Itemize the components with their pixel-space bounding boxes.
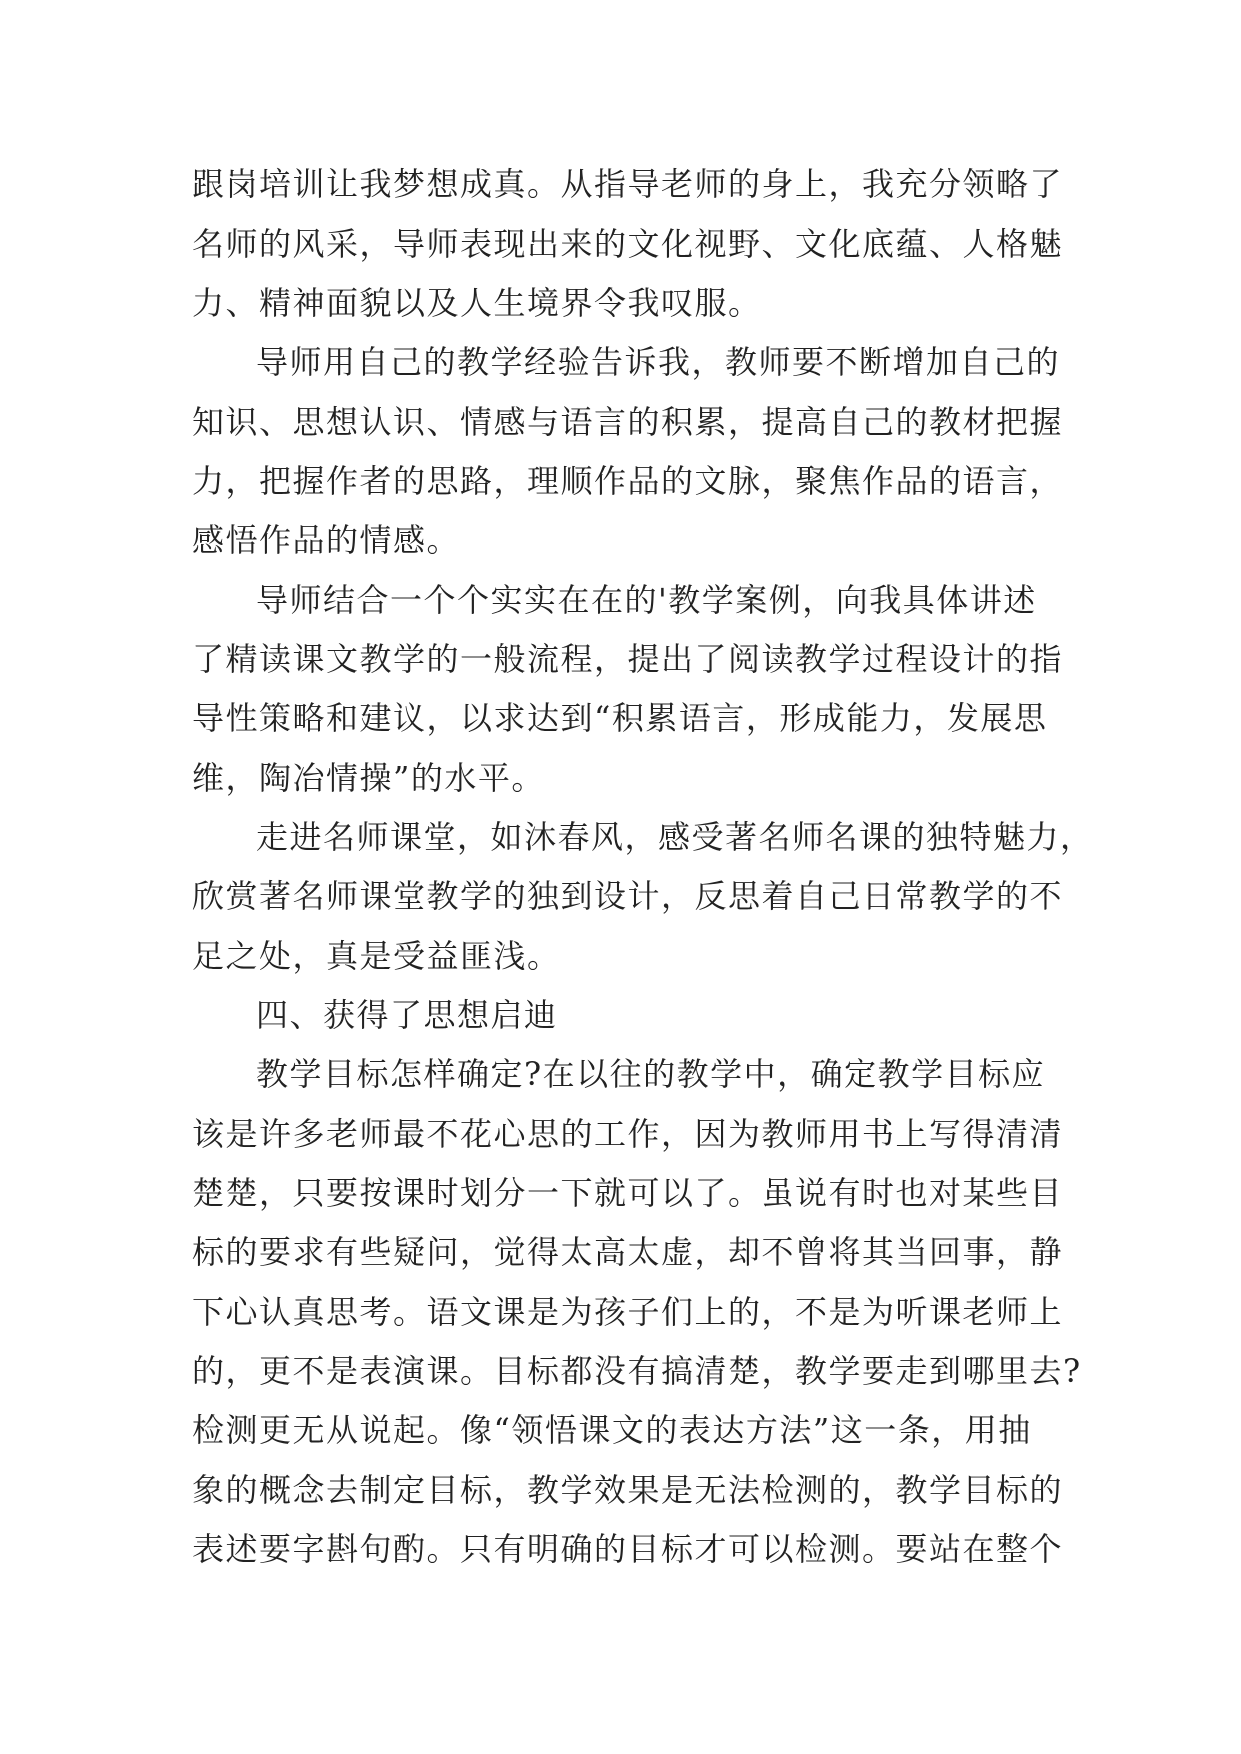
text-line: 下心认真思考。语文课是为孩子们上的，不是为听课老师上 xyxy=(192,1293,1064,1331)
text-line: 检测更无从说起。像“领悟课文的表达方法”这一条，用抽 xyxy=(192,1411,1032,1449)
text-line: 欣赏著名师课堂教学的独到设计，反思着自己日常教学的不 xyxy=(192,877,1064,915)
text-line: 导师结合一个个实实在在的'教学案例，向我具体讲述 xyxy=(256,581,1037,619)
text-line: 感悟作品的情感。 xyxy=(192,521,461,559)
text-line: 该是许多老师最不花心思的工作，因为教师用书上写得清清 xyxy=(192,1115,1064,1153)
text-line: 导性策略和建议，以求达到“积累语言，形成能力，发展思 xyxy=(192,699,1048,737)
text-line: 维，陶冶情操”的水平。 xyxy=(192,759,545,797)
text-line: 楚楚，只要按课时划分一下就可以了。虽说有时也对某些目 xyxy=(192,1174,1064,1212)
text-line: 表述要字斟句酌。只有明确的目标才可以检测。要站在整个 xyxy=(192,1530,1064,1568)
text-line: 名师的风采，导师表现出来的文化视野、文化底蕴、人格魅 xyxy=(192,225,1064,263)
text-line: 了精读课文教学的一般流程，提出了阅读教学过程设计的指 xyxy=(192,640,1064,678)
text-line: 走进名师课堂，如沐春风，感受著名师名课的独特魅力， xyxy=(256,818,1094,856)
text-line: 导师用自己的教学经验告诉我，教师要不断增加自己的 xyxy=(256,343,1061,381)
text-line: 足之处，真是受益匪浅。 xyxy=(192,937,561,975)
text-line: 力，把握作者的思路，理顺作品的文脉，聚焦作品的语言， xyxy=(192,462,1064,500)
text-line: 跟岗培训让我梦想成真。从指导老师的身上，我充分领略了 xyxy=(192,165,1064,203)
text-line: 力、精神面貌以及人生境界令我叹服。 xyxy=(192,284,762,322)
text-line: 教学目标怎样确定?在以往的教学中，确定教学目标应 xyxy=(256,1055,1046,1093)
text-line: 知识、思想认识、情感与语言的积累，提高自己的教材把握 xyxy=(192,403,1064,441)
section-heading: 四、获得了思想启迪 xyxy=(256,996,558,1034)
text-line: 的，更不是表演课。目标都没有搞清楚，教学要走到哪里去? xyxy=(192,1352,1082,1390)
text-line: 象的概念去制定目标，教学效果是无法检测的，教学目标的 xyxy=(192,1471,1064,1509)
text-line: 标的要求有些疑问，觉得太高太虚，却不曾将其当回事，静 xyxy=(192,1233,1064,1271)
